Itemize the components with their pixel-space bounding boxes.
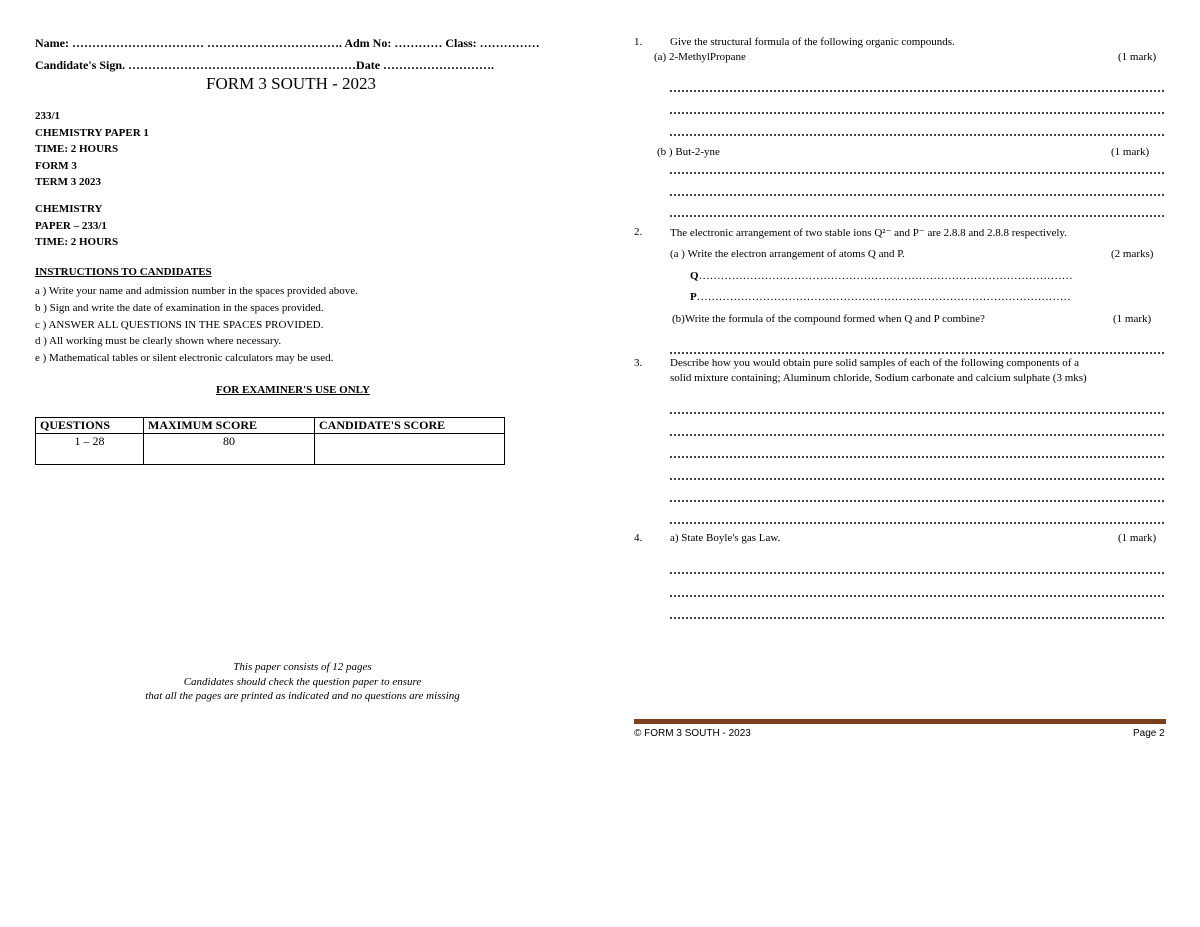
q3-text-line1: Describe how you would obtain pure solid samples of each of the following components of a xyxy=(670,357,1080,369)
instruction-item: e ) Mathematical tables or silent electronic calculators may be used. xyxy=(35,352,334,365)
table-header: CANDIDATE'S SCORE xyxy=(315,418,505,434)
pages-note-line: that all the pages are printed as indicated and no questions are missing xyxy=(145,690,460,702)
paper-meta-2 xyxy=(35,201,118,251)
table-cell: 1 – 28 xyxy=(36,434,144,465)
instruction-item: c ) ANSWER ALL QUESTIONS IN THE SPACES PROVIDED. xyxy=(35,318,324,331)
answer-line[interactable] xyxy=(670,182,1164,196)
name-adm-class-line: Name: …………………………… ……………………………. Adm No: ………… Class: …………… xyxy=(35,36,540,50)
candidate-score-cell[interactable] xyxy=(315,434,505,465)
meta-code: 233/1 xyxy=(35,110,61,122)
answer-line[interactable] xyxy=(670,488,1164,502)
q2a-q-line[interactable] xyxy=(690,270,1073,282)
answer-line[interactable] xyxy=(670,583,1164,597)
meta2-time: TIME: 2 HOURS xyxy=(35,236,119,248)
answer-line[interactable] xyxy=(670,78,1164,92)
q3-number: 3. xyxy=(634,357,643,369)
meta-time: TIME: 2 HOURS xyxy=(35,143,119,155)
table-row xyxy=(36,434,505,465)
p-dots: ………………………………………………………………………………………… xyxy=(696,291,1071,303)
page-number: Page 2 xyxy=(1133,728,1165,739)
q2-text: The electronic arrangement of two stable ions Q²⁻ and P⁻ are 2.8.8 and 2.8.8 respectively. xyxy=(670,227,1067,239)
pages-note-line: Candidates should check the question paper to ensure xyxy=(183,675,422,688)
paper-meta xyxy=(35,108,149,191)
meta2-subject: CHEMISTRY xyxy=(35,203,103,215)
page-title: FORM 3 SOUTH - 2023 xyxy=(206,74,377,93)
q-dots: ………………………………………………………………………………………… xyxy=(698,270,1073,282)
answer-line[interactable] xyxy=(670,560,1164,574)
answer-line[interactable] xyxy=(670,422,1164,436)
instructions-list xyxy=(35,283,358,367)
q2-number: 2. xyxy=(634,226,643,238)
q4-text: a) State Boyle's gas Law. xyxy=(670,532,781,544)
table-header: QUESTIONS xyxy=(36,418,144,434)
q4-mark: (1 mark) xyxy=(1118,532,1157,544)
answer-line[interactable] xyxy=(670,510,1164,524)
q2a-label: (a ) Write the electron arrangement of atoms Q and P. xyxy=(670,248,905,260)
footer-rule xyxy=(634,719,1166,724)
p-label: P xyxy=(690,291,697,303)
meta-term: TERM 3 2023 xyxy=(35,176,101,188)
q1b-label: (b ) But-2-yne xyxy=(657,146,720,158)
q1-number: 1. xyxy=(634,36,643,48)
answer-line[interactable] xyxy=(670,160,1164,174)
pages-note-line: This paper consists of 12 pages xyxy=(233,661,372,673)
table-header-row xyxy=(36,418,505,434)
q2a-p-line[interactable] xyxy=(690,291,1071,303)
q4-number: 4. xyxy=(634,532,643,544)
answer-line[interactable] xyxy=(670,400,1164,414)
meta-form: FORM 3 xyxy=(35,159,77,172)
q1a-mark: (1 mark) xyxy=(1118,51,1157,63)
q1a-label: (a) 2-MethylPropane xyxy=(654,51,746,63)
answer-line[interactable] xyxy=(670,122,1164,136)
answer-line[interactable] xyxy=(670,100,1164,114)
answer-line[interactable] xyxy=(670,340,1164,354)
q1b-mark: (1 mark) xyxy=(1111,146,1150,158)
examiner-heading: FOR EXAMINER'S USE ONLY xyxy=(216,384,370,396)
q3-text-line2: solid mixture containing; Aluminum chloride, Sodium carbonate and calcium sulphate (3 mks) xyxy=(670,372,1087,384)
q-label: Q xyxy=(690,270,699,282)
instruction-item: d ) All working must be clearly shown where necessary. xyxy=(35,335,282,348)
instruction-item: b ) Sign and write the date of examination in the spaces provided. xyxy=(35,301,324,314)
instruction-item: a ) Write your name and admission number in the spaces provided above. xyxy=(35,285,358,297)
q2a-mark: (2 marks) xyxy=(1111,248,1154,260)
table-header: MAXIMUM SCORE xyxy=(144,418,315,434)
answer-line[interactable] xyxy=(670,203,1164,217)
meta-paper: CHEMISTRY PAPER 1 xyxy=(35,126,149,139)
answer-line[interactable] xyxy=(670,605,1164,619)
table-cell: 80 xyxy=(144,434,315,465)
instructions-heading: INSTRUCTIONS TO CANDIDATES xyxy=(35,266,212,278)
q2b-mark: (1 mark) xyxy=(1113,313,1152,325)
answer-line[interactable] xyxy=(670,444,1164,458)
answer-line[interactable] xyxy=(670,466,1164,480)
candidate-sign-date-line: Candidate's Sign. …………………………………………………Date ………………………. xyxy=(35,58,495,72)
footer-copyright: © FORM 3 SOUTH - 2023 xyxy=(634,728,751,739)
pages-note xyxy=(35,660,570,704)
q1-text: Give the structural formula of the following organic compounds. xyxy=(670,36,955,48)
score-table xyxy=(35,417,505,465)
meta2-paper: PAPER – 233/1 xyxy=(35,219,107,232)
q2b-label: (b)Write the formula of the compound formed when Q and P combine? xyxy=(672,313,985,325)
